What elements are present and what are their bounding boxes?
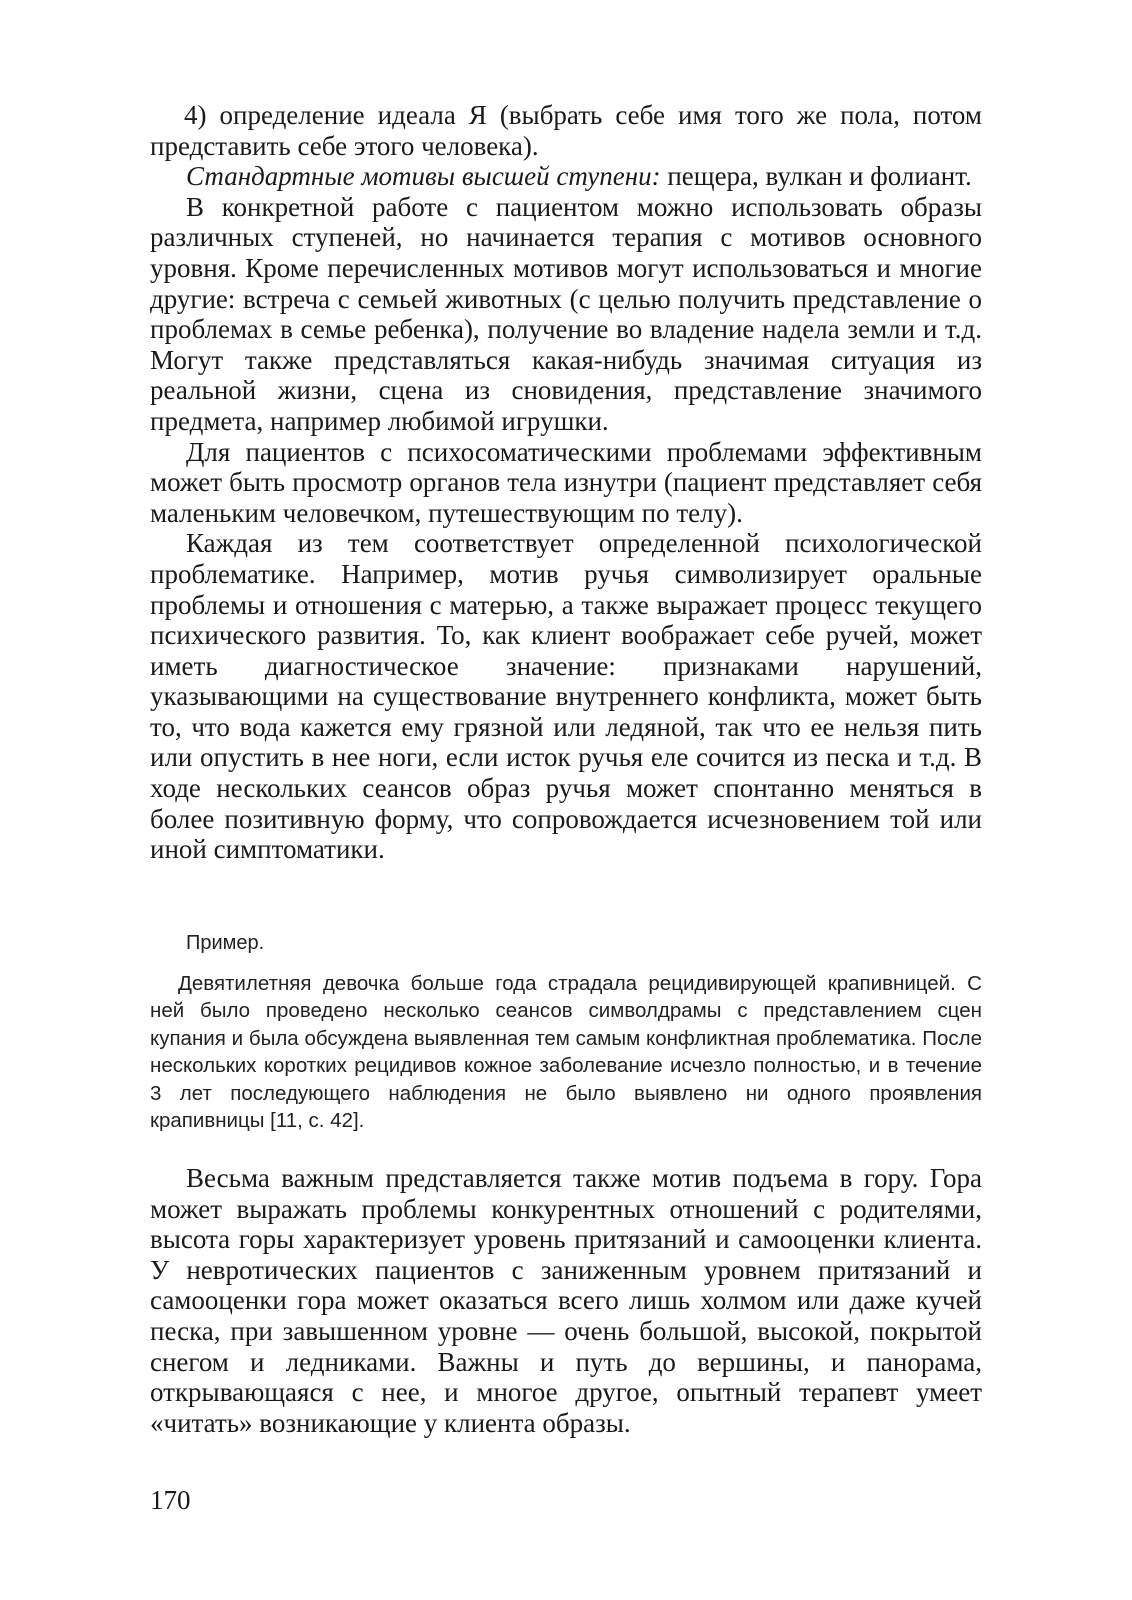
- paragraph-higher-motives: [150, 161, 982, 192]
- paragraph-mountain-motif: Весьма важным представляется также мотив подъема в гору. Гора может выражать проблемы конкурентных отношений с родителями, высота горы характеризует уровень притязаний и самооценки клиента. У невротических пациентов с заниженным уровнем притязаний и самооценки гора может оказаться всего лишь холмом или даже кучей песка, при завышенном уровне — очень большой, высокой, покрытой снегом и ледниками. Важны и путь до вершины, и панорама, открывающаяся с нее, и многое другое, опытный терапевт умеет «читать» возникающие у клиента образы.: [150, 1163, 982, 1438]
- page-number: 170: [150, 1485, 191, 1515]
- paragraph-therapy-work: В конкретной работе с пациентом можно использовать образы различных ступеней, но начинается терапия с мотивов основного уровня. Кроме перечисленных мотивов могут использоваться и многие другие: встреча с семьей животных (с целью получить представление о проблемах в семье ребенка), получение во владение надела земли и т.д. Могут также представляться какая-нибудь значимая ситуация из реальной жизни, сцена из сновидения, представление значимого предмета, например любимой игрушки.: [150, 191, 982, 436]
- main-text: [150, 100, 982, 865]
- example-text: Девятилетняя девочка больше года страдала рецидивирующей крапивницей. С ней было проведено несколько сеансов символдрамы с представлением сцен купания и была обсуждена выявленная тем самым конфликтная проблематика. После нескольких коротких рецидивов кожное заболевание исчезло полностью, и в течение 3 лет последующего наблюдения не было выявлено ни одного проявления крапивницы [11, с. 42].: [150, 972, 982, 1133]
- example-title: Пример.: [186, 932, 265, 954]
- example-block: [150, 970, 982, 1134]
- paragraph-psychosomatic: Для пациентов с психосоматическими проблемами эффективным может быть просмотр органов тела изнутри (пациент представляет себя маленьким человечком, путешествующим по телу).: [150, 436, 982, 528]
- higher-motives-list: пещера, вулкан и фолиант.: [660, 161, 972, 192]
- higher-motives-heading: Стандартные мотивы высшей ступени:: [186, 161, 661, 192]
- paragraph-ideal-self: 4) определение идеала Я (выбрать себе имя того же пола, потом представить себе этого человека).: [150, 100, 982, 161]
- paragraph-stream-motif: Каждая из тем соответствует определенной психологической проблематике. Например, мотив ручья символизирует оральные проблемы и отношения с матерью, а также выражает процесс текущего психического развития. То, как клиент воображает себе ручей, может иметь диагностическое значение: признаками нарушений, указывающими на существование внутреннего конфликта, может быть то, что вода кажется ему грязной или ледяной, так что ее нельзя пить или опустить в нее ноги, если исток ручья еле сочится из песка и т.д. В ходе нескольких сеансов образ ручья может спонтанно меняться в более позитивную форму, что сопровождается исчезновением той или иной симптоматики.: [150, 528, 982, 865]
- closing-text: [150, 1163, 982, 1438]
